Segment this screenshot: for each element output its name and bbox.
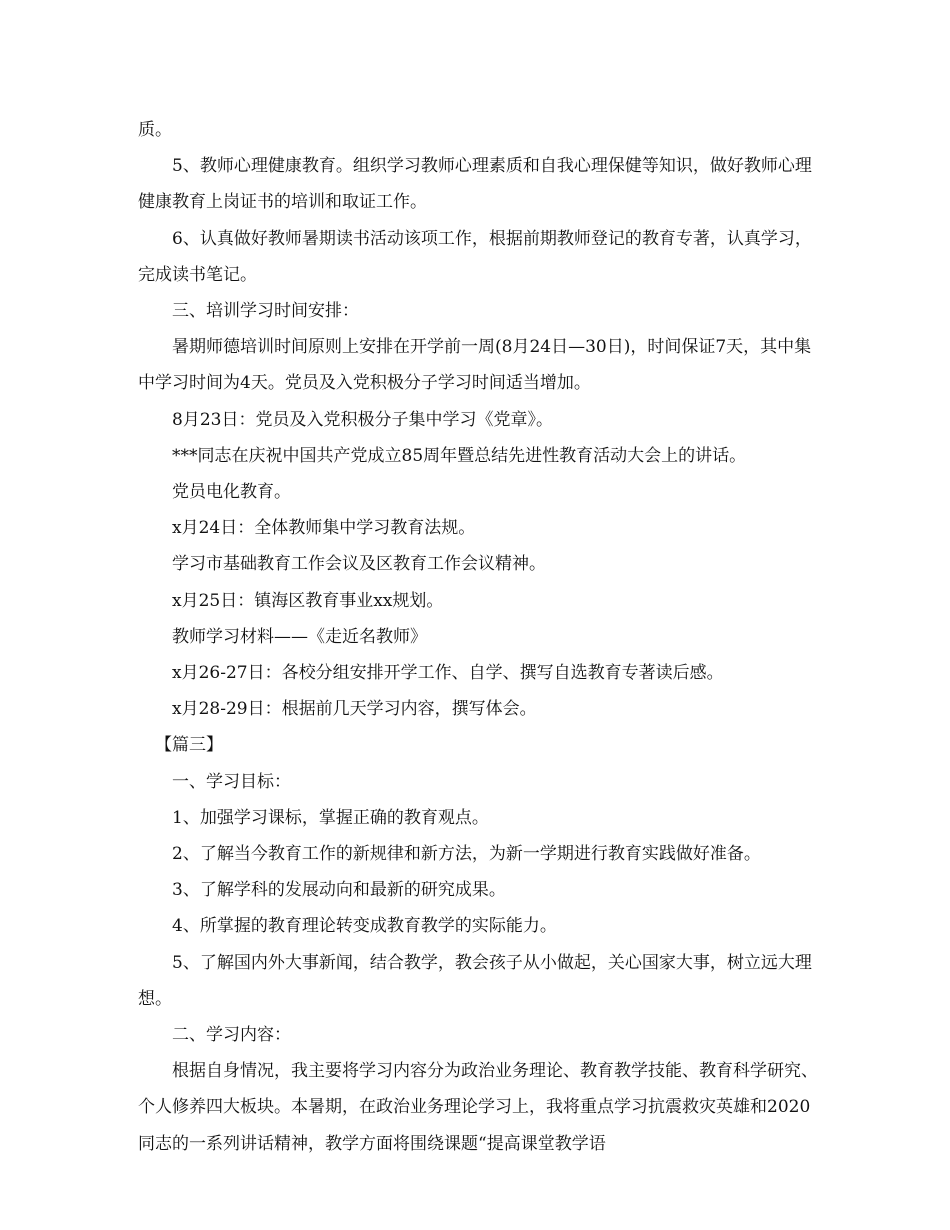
goal-item-5: 5、了解国内外大事新闻，结合教学，教会孩子从小做起，关心国家大事，树立远大理想。 [138, 952, 812, 1009]
paragraph-schedule-intro: 暑期师德培训时间原则上安排在开学前一周(8月24日—30日)，时间保证7天，其中集中学习时间为4天。党员及入党积极分子学习时间适当增加。 [138, 337, 812, 394]
section-heading-goals: 一、学习目标： [172, 771, 291, 792]
document-body [138, 112, 818, 1162]
schedule-line-elearning: 党员电化教育。 [172, 482, 291, 503]
paragraph-item-6: 6、认真做好教师暑期读书活动该项工作，根据前期教师登记的教育专著，认真学习，完成读书笔记。 [138, 228, 812, 285]
schedule-line-0826: x月26-27日：各校分组安排开学工作、自学、撰写自选教育专著读后感。 [172, 663, 724, 684]
chapter-heading-part-three: 【篇三】 [155, 735, 223, 756]
schedule-line-0825: x月25日：镇海区教育事业xx规划。 [172, 590, 444, 611]
schedule-line-0823: 8月23日：党员及入党积极分子集中学习《党章》。 [172, 409, 553, 430]
schedule-line-conference: 学习市基础教育工作会议及区教育工作会议精神。 [172, 554, 546, 575]
schedule-line-0828: x月28-29日：根据前几天学习内容，撰写体会。 [172, 699, 537, 720]
schedule-line-speech: ***同志在庆祝中国共产党成立85周年暨总结先进性教育活动大会上的讲话。 [172, 445, 747, 466]
section-heading-content: 二、学习内容： [172, 1025, 291, 1046]
goal-item-2: 2、了解当今教育工作的新规律和新方法，为新一学期进行教育实践做好准备。 [172, 844, 761, 865]
schedule-line-materials: 教师学习材料——《走近名教师》 [172, 626, 427, 647]
goal-item-1: 1、加强学习课标，掌握正确的教育观点。 [172, 807, 489, 828]
schedule-line-0824: x月24日：全体教师集中学习教育法规。 [172, 518, 476, 539]
paragraph-item-5: 5、教师心理健康教育。组织学习教师心理素质和自我心理保健等知识，做好教师心理健康教育上岗证书的培训和取证工作。 [138, 156, 812, 213]
section-heading-schedule: 三、培训学习时间安排： [172, 301, 359, 322]
goal-item-4: 4、所掌握的教育理论转变成教育教学的实际能力。 [172, 916, 557, 937]
paragraph-content-body: 根据自身情况，我主要将学习内容分为政治业务理论、教育教学技能、教育科学研究、个人修养四大板块。本暑期，在政治业务理论学习上，我将重点学习抗震救灾英雄和2020同志的一系列讲话精神，教学方面将围绕课题“提高课堂教学语 [138, 1061, 818, 1154]
goal-item-3: 3、了解学科的发展动向和最新的研究成果。 [172, 880, 506, 901]
paragraph-continuation: 质。 [138, 120, 172, 140]
